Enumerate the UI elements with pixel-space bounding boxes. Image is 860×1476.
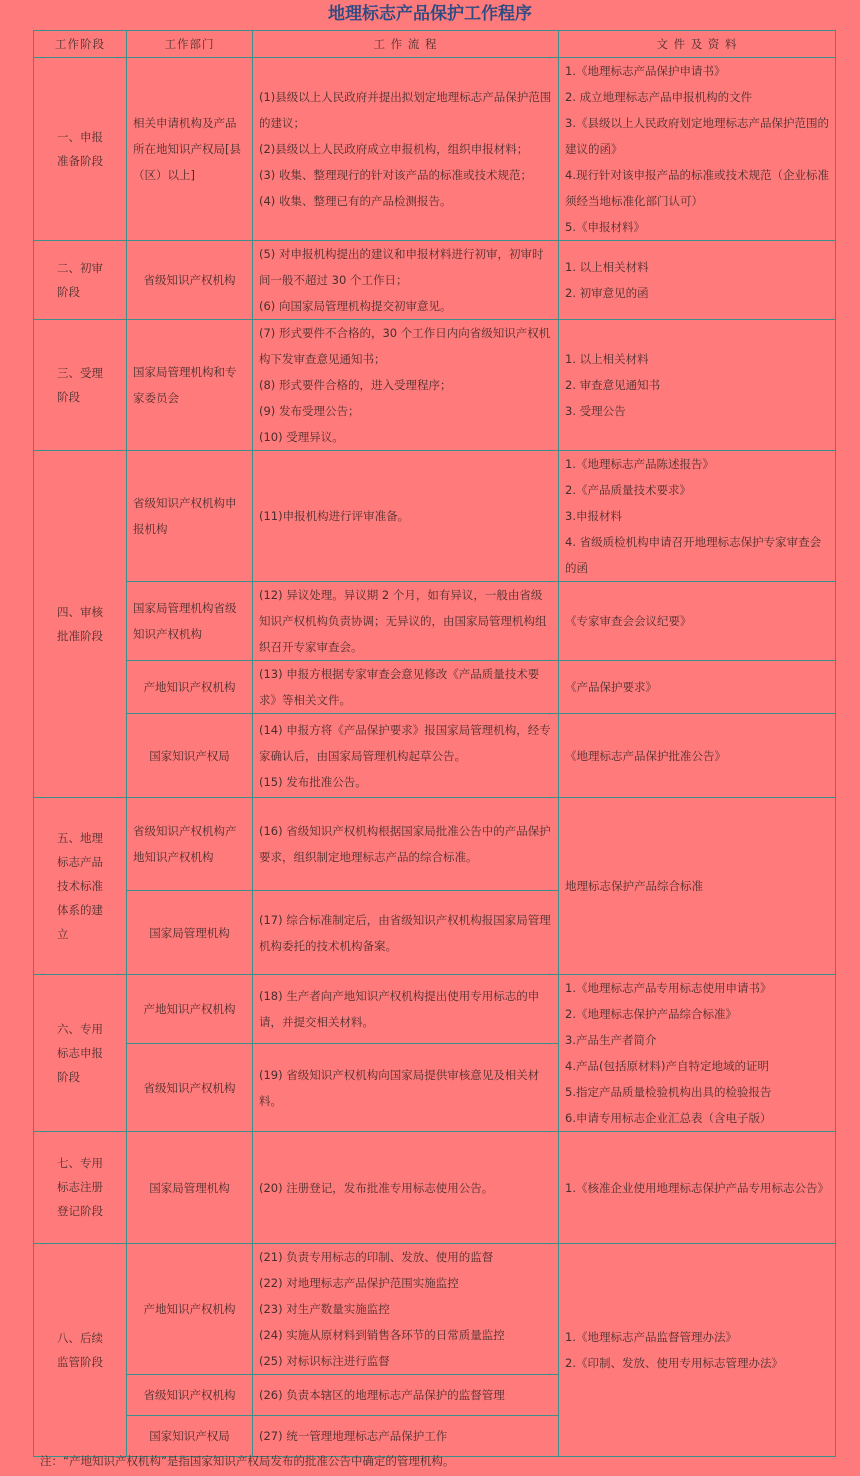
flow-item: (18) 生产者向产地知识产权机构提出使用专用标志的申请，并提交相关材料。	[259, 989, 540, 1030]
doc-item: 4.现行针对该申报产品的标准或技术规范（企业标准须经当地标准化部门认可）	[565, 168, 829, 208]
procedure-table	[33, 30, 836, 1457]
flow-item: (12) 异议处理。异议期 2 个月，如有异议，一般由省级知识产权机构负责协调；无异议的，由国家局管理机构组织召开专家审查会。	[259, 588, 547, 654]
header-row	[34, 31, 836, 58]
doc-item: 2.《地理标志保护产品综合标准》	[565, 1007, 737, 1021]
flow-cell	[253, 975, 559, 1044]
dept-cell: 省级知识产权机构	[127, 1375, 253, 1416]
flow-item: (6) 向国家局管理机构提交初审意见。	[259, 299, 452, 313]
dept-cell: 产地知识产权机构	[127, 661, 253, 714]
flow-item: (20) 注册登记，发布批准专用标志使用公告。	[259, 1180, 494, 1195]
header-dept: 工作部门	[127, 31, 253, 58]
header-stage: 工作阶段	[34, 31, 127, 58]
flow-item: (2)县级以上人民政府成立申报机构，组织申报材料；	[259, 142, 529, 156]
flow-cell	[253, 320, 559, 451]
page-title: 地理标志产品保护工作程序	[328, 4, 532, 24]
table-row	[34, 975, 836, 1044]
flow-item: (10) 受理异议。	[259, 430, 344, 444]
table-row	[34, 58, 836, 241]
flow-item: (7) 形式要件不合格的，30 个工作日内向省级知识产权机构下发审查意见通知书；	[259, 326, 551, 366]
table-row	[34, 451, 836, 582]
doc-item: 1. 以上相关材料	[565, 352, 649, 366]
flow-item: (15) 发布批准公告。	[259, 774, 367, 789]
doc-item: 1.《地理标志产品监督管理办法》	[565, 1330, 737, 1344]
docs-cell	[559, 241, 836, 320]
dept-cell: 省级知识产权机构	[127, 241, 253, 320]
docs-cell	[559, 714, 836, 798]
dept-cell: 国家知识产权局	[127, 714, 253, 798]
doc-item: 3.申报材料	[565, 509, 622, 523]
flow-item: (27) 统一管理地理标志产品保护工作	[259, 1429, 448, 1443]
dept-cell: 国家局管理机构	[127, 891, 253, 975]
dept-cell: 产地知识产权机构	[127, 975, 253, 1044]
doc-item: 4.产品(包括原材料)产自特定地域的证明	[565, 1059, 769, 1073]
flow-cell	[253, 582, 559, 661]
stage-cell: 六、专用标志申报阶段	[34, 975, 127, 1132]
flow-item: (4) 收集、整理已有的产品检测报告。	[259, 194, 452, 208]
stage-cell: 二、初审阶段	[34, 241, 127, 320]
docs-cell	[559, 320, 836, 451]
docs-cell	[559, 661, 836, 714]
flow-item: (13) 申报方根据专家审查会意见修改《产品质量技术要求》等相关文件。	[259, 667, 540, 707]
dept-cell: 相关申请机构及产品所在地知识产权局[县（区）以上]	[127, 58, 253, 241]
flow-item: (11)申报机构进行评审准备。	[259, 509, 410, 523]
flow-cell	[253, 891, 559, 975]
flow-item: (23) 对生产数量实施监控	[259, 1302, 390, 1316]
flow-cell	[253, 1416, 559, 1457]
flow-cell	[253, 241, 559, 320]
flow-item: (21) 负责专用标志的印制、发放、使用的监督	[259, 1250, 494, 1264]
table-row	[34, 241, 836, 320]
flow-item: (3) 收集、整理现行的针对该产品的标准或技术规范；	[259, 168, 532, 182]
flow-cell	[253, 714, 559, 798]
dept-cell: 省级知识产权机构	[127, 1044, 253, 1132]
flow-item: (1)县级以上人民政府并提出拟划定地理标志产品保护范围的建议；	[259, 90, 552, 130]
stage-cell: 五、地理标志产品技术标准体系的建立	[34, 798, 127, 975]
docs-cell	[559, 58, 836, 241]
stage-cell: 三、受理阶段	[34, 320, 127, 451]
table-row	[34, 661, 836, 714]
flow-item: (19) 省级知识产权机构向国家局提供审核意见及相关材料。	[259, 1067, 540, 1108]
doc-item: 《地理标志产品保护批准公告》	[565, 748, 726, 763]
docs-cell	[559, 582, 836, 661]
doc-item: 1.《地理标志产品保护申请书》	[565, 64, 726, 78]
docs-cell	[559, 1132, 836, 1244]
doc-item: 地理标志保护产品综合标准	[565, 879, 703, 893]
flow-cell	[253, 1244, 559, 1375]
dept-cell: 省级知识产权机构申报机构	[127, 451, 253, 582]
flow-item: (8) 形式要件合格的，进入受理程序；	[259, 378, 452, 392]
dept-cell: 省级知识产权机构产地知识产权机构	[127, 798, 253, 891]
doc-item: 1.《地理标志产品陈述报告》	[565, 457, 714, 471]
flow-item: (5) 对申报机构提出的建议和申报材料进行初审，初审时间一般不超过 30 个工作日；	[259, 247, 544, 287]
flow-cell	[253, 661, 559, 714]
footnote: 注：“产地知识产权机构”是指国家知识产权局发布的批准公告中确定的管理机构。	[40, 1454, 455, 1468]
flow-item: (24) 实施从原材料到销售各环节的日常质量监控	[259, 1328, 505, 1342]
doc-item: 《专家审查会会议纪要》	[565, 614, 692, 628]
flow-cell	[253, 798, 559, 891]
dept-cell: 产地知识产权机构	[127, 1244, 253, 1375]
flow-item: (17) 综合标准制定后，由省级知识产权机构报国家局管理机构委托的技术机构备案。	[259, 912, 551, 953]
doc-item: 3. 受理公告	[565, 404, 626, 418]
doc-item: 6.申请专用标志企业汇总表（含电子版）	[565, 1111, 772, 1125]
doc-item: 3.《县级以上人民政府划定地理标志产品保护范围的建议的函》	[565, 116, 829, 156]
table-row	[34, 582, 836, 661]
doc-item: 1. 以上相关材料	[565, 260, 649, 274]
docs-cell	[559, 1244, 836, 1457]
table-row	[34, 320, 836, 451]
dept-cell: 国家局管理机构	[127, 1132, 253, 1244]
flow-item: (22) 对地理标志产品保护范围实施监控	[259, 1276, 459, 1290]
table-row	[34, 1244, 836, 1375]
flow-cell	[253, 1044, 559, 1132]
doc-item: 1.《地理标志产品专用标志使用申请书》	[565, 981, 772, 995]
stage-cell: 四、审核批准阶段	[34, 451, 127, 798]
docs-cell	[559, 798, 836, 975]
docs-cell	[559, 451, 836, 582]
flow-item: (14) 申报方将《产品保护要求》报国家局管理机构，经专家确认后，由国家局管理机构起草公告。	[259, 722, 551, 763]
table-row	[34, 1132, 836, 1244]
doc-item: 1.《核准企业使用地理标志保护产品专用标志公告》	[565, 1180, 829, 1195]
flow-item: (26) 负责本辖区的地理标志产品保护的监督管理	[259, 1388, 505, 1402]
flow-cell	[253, 1132, 559, 1244]
dept-cell: 国家知识产权局	[127, 1416, 253, 1457]
doc-item: 2. 审查意见通知书	[565, 378, 661, 392]
doc-item: 2.《产品质量技术要求》	[565, 483, 691, 497]
table-row	[34, 714, 836, 798]
flow-cell	[253, 1375, 559, 1416]
stage-cell: 七、专用标志注册登记阶段	[34, 1132, 127, 1244]
doc-item: 2. 成立地理标志产品申报机构的文件	[565, 90, 753, 104]
doc-item: 4. 省级质检机构申请召开地理标志保护专家审查会的函	[565, 535, 822, 575]
header-flow: 工 作 流 程	[253, 31, 559, 58]
dept-cell: 国家局管理机构省级知识产权机构	[127, 582, 253, 661]
doc-item: 5.指定产品质量检验机构出具的检验报告	[565, 1085, 772, 1099]
dept-cell: 国家局管理机构和专家委员会	[127, 320, 253, 451]
flow-item: (25) 对标识标注进行监督	[259, 1354, 390, 1368]
doc-item: 5.《申报材料》	[565, 220, 645, 234]
stage-cell: 八、后续监管阶段	[34, 1244, 127, 1457]
flow-item: (16) 省级知识产权机构根据国家局批准公告中的产品保护要求，组织制定地理标志产品的综合标准。	[259, 824, 551, 864]
flow-cell	[253, 451, 559, 582]
flow-cell	[253, 58, 559, 241]
doc-item: 《产品保护要求》	[565, 680, 657, 694]
doc-item: 2.《印制、发放、使用专用标志管理办法》	[565, 1356, 783, 1370]
doc-item: 3.产品生产者简介	[565, 1033, 657, 1047]
stage-cell: 一、申报准备阶段	[34, 58, 127, 241]
docs-cell	[559, 975, 836, 1132]
doc-item: 2. 初审意见的函	[565, 286, 649, 300]
header-docs: 文 件 及 资 料	[559, 31, 836, 58]
flow-item: (9) 发布受理公告；	[259, 404, 360, 418]
table-row	[34, 798, 836, 891]
